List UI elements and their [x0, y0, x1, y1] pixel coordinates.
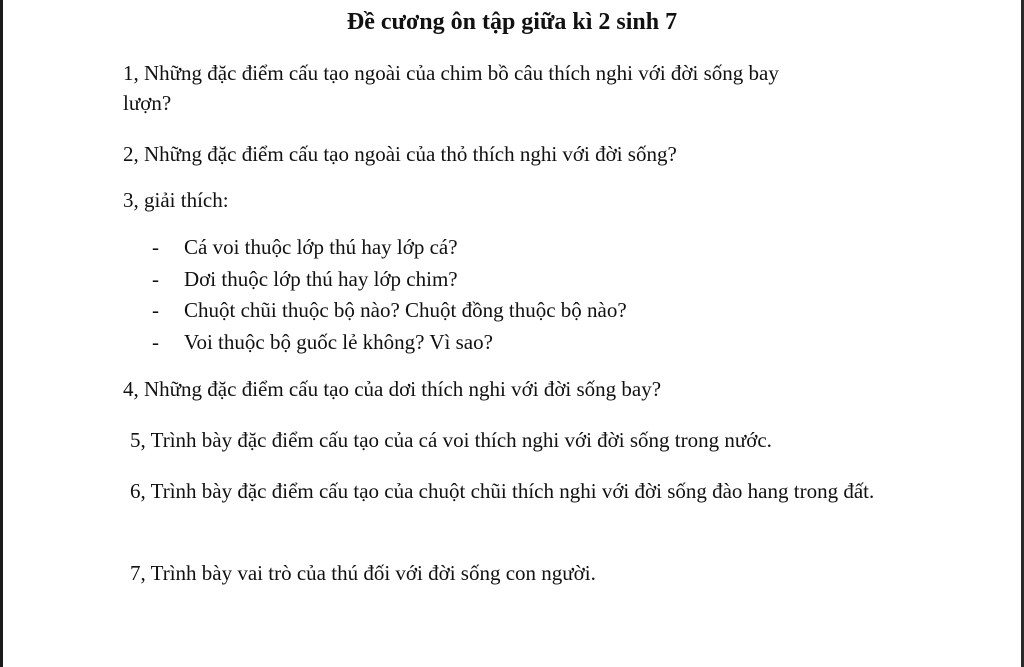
- bullet-text: Dơi thuộc lớp thú hay lớp chim?: [184, 266, 458, 291]
- question-3-bullet-list: [152, 232, 627, 358]
- question-3: 3, giải thích:: [123, 188, 229, 212]
- question-2: 2, Những đặc điểm cấu tạo ngoài của thỏ thích nghi với đời sống?: [123, 142, 677, 166]
- list-item: [152, 295, 627, 327]
- bullet-dash: -: [152, 298, 159, 322]
- list-item: [152, 327, 627, 359]
- question-1-line-1: 1, Những đặc điểm cấu tạo ngoài của chim bồ câu thích nghi với đời sống bay: [123, 61, 779, 85]
- question-5: 5, Trình bày đặc điểm cấu tạo của cá voi thích nghi với đời sống trong nước.: [130, 428, 772, 452]
- question-7: 7, Trình bày vai trò của thú đối với đời sống con người.: [130, 561, 596, 585]
- bullet-dash: -: [152, 266, 159, 291]
- window-edge-left: [0, 0, 3, 667]
- document-title: Đề cương ôn tập giữa kì 2 sinh 7: [346, 9, 678, 35]
- bullet-dash: -: [152, 329, 159, 354]
- bullet-text: Cá voi thuộc lớp thú hay lớp cá?: [184, 235, 458, 259]
- bullet-dash: -: [152, 235, 159, 259]
- bullet-text: Voi thuộc bộ guốc lẻ không? Vì sao?: [184, 329, 493, 354]
- list-item: [152, 232, 627, 264]
- question-1: [123, 58, 779, 118]
- question-1-line-2: lượn?: [123, 91, 172, 115]
- question-6: 6, Trình bày đặc điểm cấu tạo của chuột chũi thích nghi với đời sống đào hang trong đất.: [130, 479, 875, 503]
- list-item: [152, 264, 627, 296]
- question-4: 4, Những đặc điểm cấu tạo của dơi thích nghi với đời sống bay?: [123, 377, 662, 401]
- bullet-text: Chuột chũi thuộc bộ nào? Chuột đồng thuộc bộ nào?: [184, 298, 627, 322]
